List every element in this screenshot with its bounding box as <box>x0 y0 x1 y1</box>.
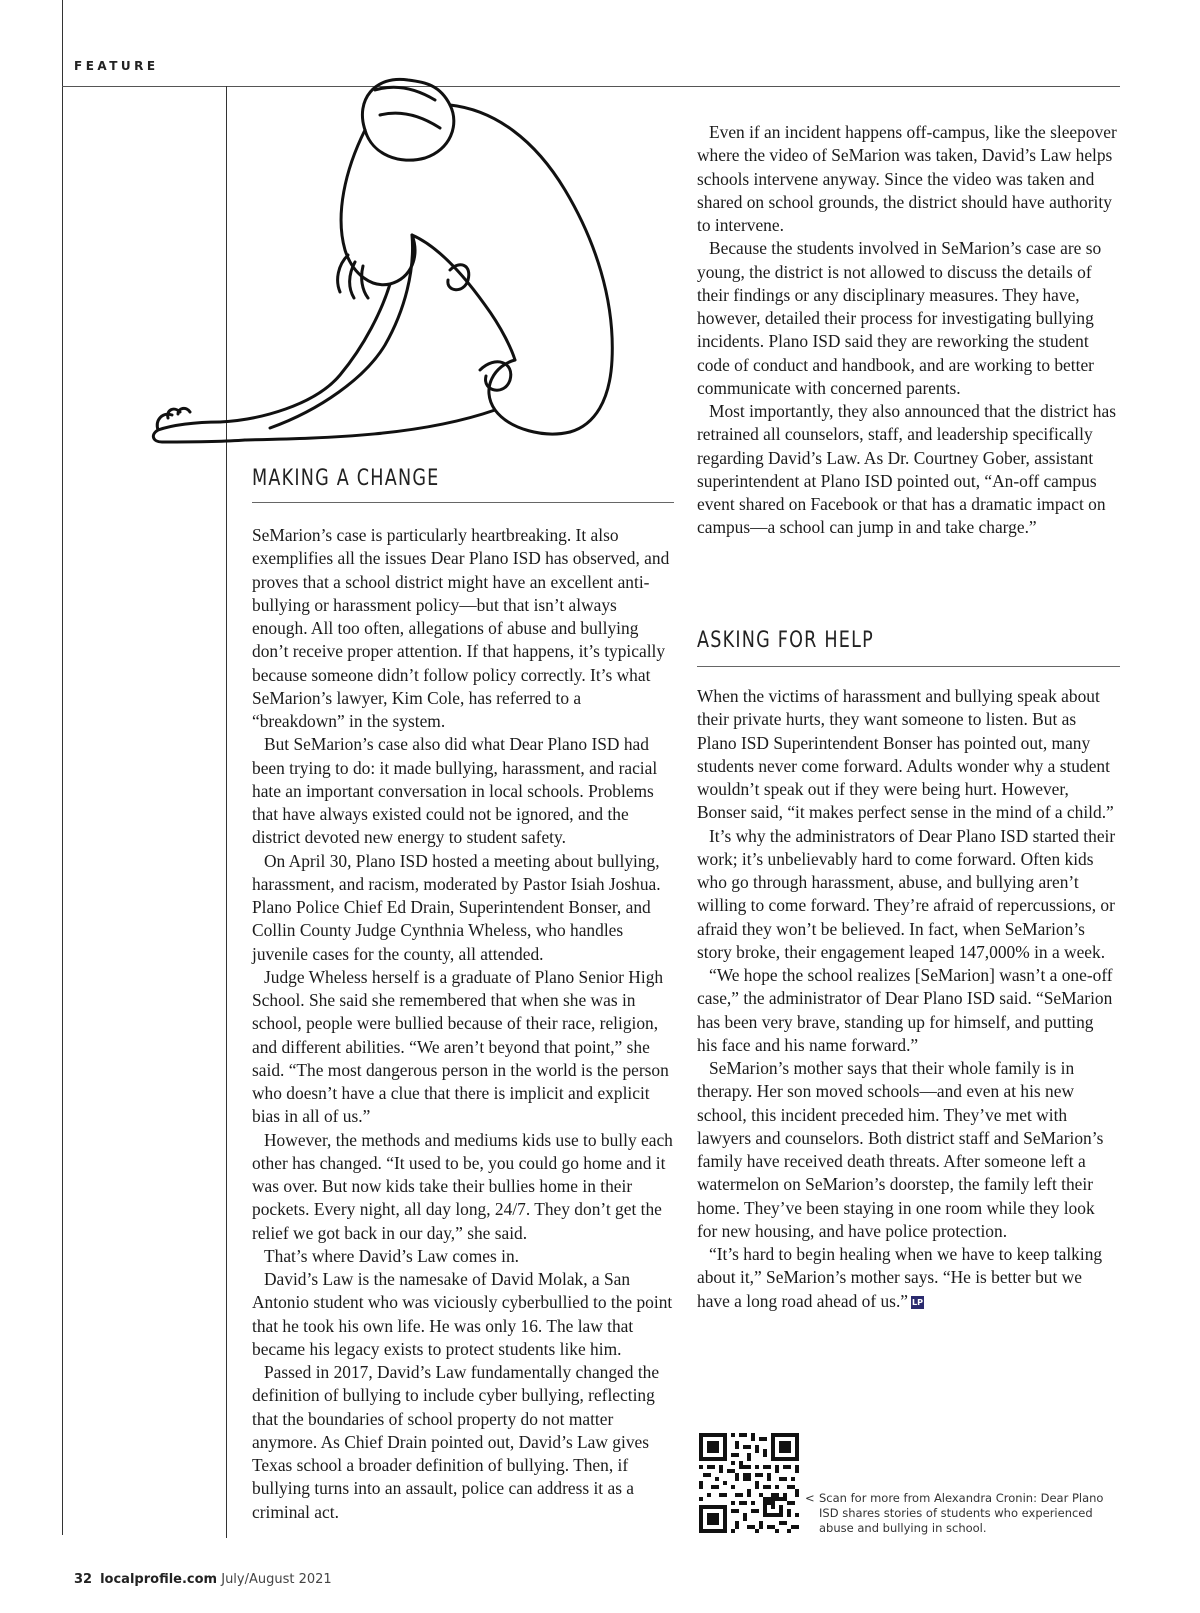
arrow-left-icon: < <box>805 1491 815 1505</box>
qr-caption <box>805 1491 1105 1536</box>
paragraph: However, the methods and mediums kids use to bully each other has changed. “It used to be, you could go home and it was over. But now kids take their bullies home in their pockets. Every night, all day long, 24/7. They don’t get the relief we got back in our day,” she said. <box>252 1129 673 1243</box>
qr-code-icon[interactable] <box>699 1433 799 1533</box>
paragraph: On April 30, Plano ISD hosted a meeting about bullying, harassment, and racism, moderated by Pastor Isiah Joshua. Plano Police Chief Ed Drain, Superintendent Bonser, and Collin County Judge Cynthnia Wheless, who handles juvenile cases for the county, all attended. <box>252 850 661 964</box>
paragraph: But SeMarion’s case also did what Dear Plano ISD had been trying to do: it made bullying, harassment, and racial hate an important conversation in local schools. Problems that have always existed could not be ignored, and the district devoted new energy to student safety. <box>252 734 658 848</box>
section-heading-asking-for-help: ASKING FOR HELP <box>697 628 874 653</box>
issue-date: July/August 2021 <box>221 1572 332 1587</box>
qr-caption-text: Scan for more from Alexandra Cronin: Dear Plano ISD shares stories of students who experienced abuse and bullying in school. <box>819 1491 1104 1535</box>
paragraph: Most importantly, they also announced that the district has retrained all counselors, staff, and leadership specifically regarding David’s Law. As Dr. Courtney Gober, assistant superintendent at Plano ISD pointed out, “An-off campus event shared on Facebook or that has a dramatic impact on campus—a school can jump in and take charge.” <box>697 401 1116 538</box>
section-label: FEATURE <box>74 59 159 73</box>
paragraph: David’s Law is the namesake of David Molak, a San Antonio student who was viciously cyberbullied to the point that he took his own life. He was only 16. The law that became his legacy exists to protect students like him. <box>252 1269 673 1359</box>
paragraph: Passed in 2017, David’s Law fundamentally changed the definition of bullying to include cyber bullying, reflecting that the boundaries of school property do not matter anymore. As Chief Drain pointed out, David’s Law gives Texas school a broader definition of bullying. Then, if bullying turns into an assault, police can address it as a criminal act. <box>252 1362 660 1522</box>
paragraph: SeMarion’s mother says that their whole family is in therapy. Her son moved schools—and even at his new school, this incident preceded him. They’ve met with lawyers and counselors. Both district staff and SeMarion’s family have received death threats. After someone left a watermelon on SeMarion’s doorstep, the family left their home. They’ve been staying in one room while they look for new housing, and have police protection. <box>697 1058 1104 1241</box>
line-drawing-seated-figure-icon <box>150 70 650 465</box>
closing-quote: “It’s hard to begin healing when we have to keep talking about it,” SeMarion’s mother says. “He is better but we have a long road ahead of us.” <box>697 1244 1103 1311</box>
end-mark-icon: LP <box>912 1298 923 1307</box>
page-number: 32 <box>74 1572 93 1587</box>
left-margin-rule <box>62 0 63 1535</box>
right-article-column-bottom <box>697 685 1118 1313</box>
left-article-column <box>252 524 674 1524</box>
paragraph <box>697 1243 1118 1313</box>
paragraph: SeMarion’s case is particularly heartbreaking. It also exemplifies all the issues Dear Plano ISD has observed, and proves that a school district might have an excellent anti-bullying or harassment policy—but that isn’t always enough. All too often, allegations of abuse and bullying don’t receive proper attention. If that happens, it’s typically because someone didn’t follow policy correctly. It’s what SeMarion’s lawyer, Kim Cole, has referred to a “breakdown” in the system. <box>252 525 670 731</box>
paragraph: It’s why the administrators of Dear Plano ISD started their work; it’s unbelievably hard to come forward. Often kids who go through harassment, abuse, and bullying aren’t willing to come forward. They’re afraid of repercussions, or afraid they won’t be believed. In fact, when SeMarion’s story broke, their engagement leaped 147,000% in a week. <box>697 825 1116 962</box>
paragraph: That’s where David’s Law comes in. <box>264 1245 519 1266</box>
heading-rule <box>697 666 1120 667</box>
section-heading-making-a-change: MAKING A CHANGE <box>252 466 440 491</box>
paragraph: “We hope the school realizes [SeMarion] wasn’t a one-off case,” the administrator of Dear Plano ISD said. “SeMarion has been very brave, standing up for himself, and putting his face and his name forward.” <box>697 965 1113 1055</box>
page-footer <box>74 1572 332 1587</box>
heading-rule <box>252 502 674 503</box>
paragraph: When the victims of harassment and bullying speak about their private hurts, they want someone to listen. But as Plano ISD Superintendent Bonser has pointed out, many students never come forward. Adults wonder why a student wouldn’t speak out if they were being hurt. However, Bonser said, “it makes perfect sense in the mind of a child.” <box>697 686 1114 823</box>
paragraph: Judge Wheless herself is a graduate of Plano Senior High School. She said she remembered that when she was in school, people were bullied because of their race, religion, and different abilities. “We aren’t beyond that point,” she said. “The most dangerous person in the world is the person who doesn’t have a clue that there is implicit and explicit bias in all of us.” <box>252 966 669 1127</box>
site-link[interactable]: localprofile.com <box>100 1572 218 1587</box>
right-article-column-top <box>697 121 1118 540</box>
paragraph: Even if an incident happens off-campus, like the sleepover where the video of SeMarion was taken, David’s Law helps schools intervene anyway. Since the video was taken and shared on school grounds, the district should have authority to intervene. <box>697 122 1117 235</box>
paragraph: Because the students involved in SeMarion’s case are so young, the district is not allowed to discuss the details of their findings or any disciplinary measures. They have, however, detailed their process for investigating bullying incidents. Plano ISD said they are reworking the student code of conduct and handbook, and are working to better communicate with concerned parents. <box>697 238 1102 398</box>
